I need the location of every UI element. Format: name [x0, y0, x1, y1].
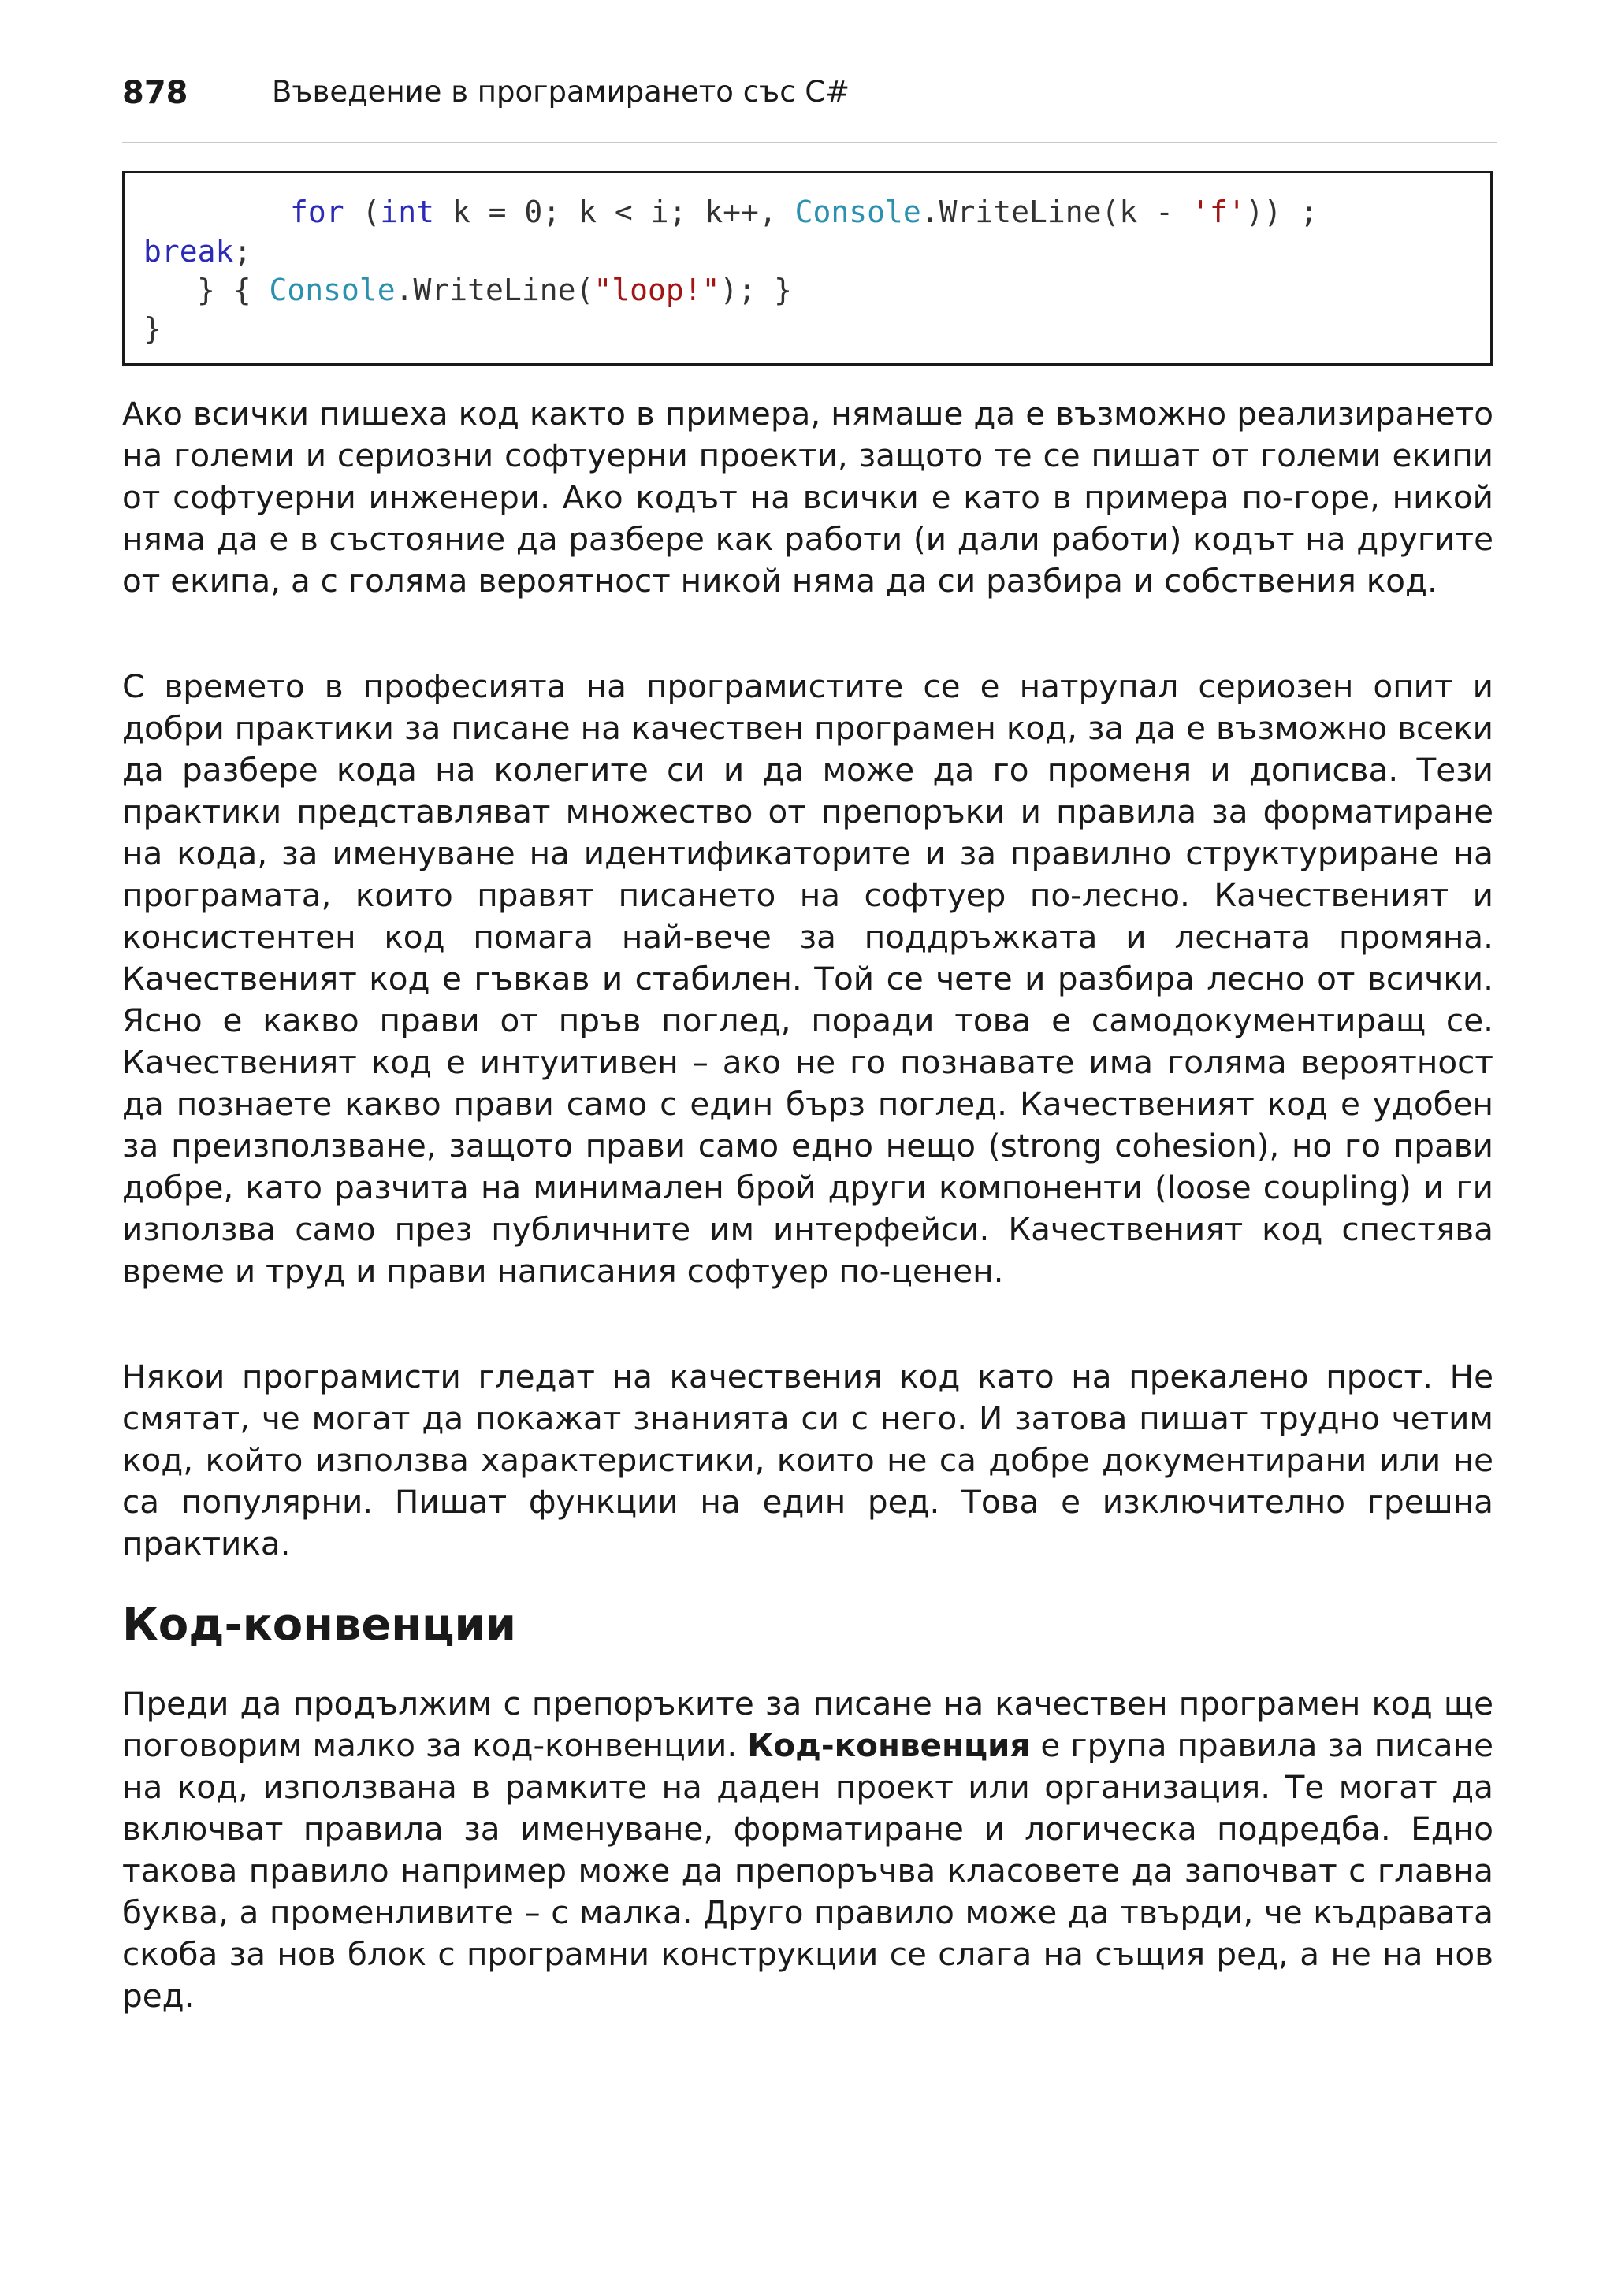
page-header: [122, 77, 1497, 143]
code-keyword-break: break: [143, 234, 234, 269]
running-title: Въведение в програмирането със C#: [272, 75, 850, 109]
paragraph-1: Ако всички пишеха код както в примера, нямаше да е възможно реализирането на големи и сериозни софтуерни проекти, защото те се пишат от големи екипи от софтуерни инженери. Ако кодът на всички е като в примера по-горе, никой няма да е в състояние да разбере как работи (и дали работи) кодът на другите от екипа, а с голяма вероятност никой няма да си разбира и собствения код.: [122, 395, 1493, 600]
code-listing: [122, 171, 1493, 366]
paragraph-3: Някои програмисти гледат на качествения код като на прекалено прост. Не смятат, че могат да покажат знанията си с него. И затова пишат трудно четим код, който използва характеристики, които не са добре документирани или не са популярни. Пишат функции на един ред. Това е изключително грешна практика.: [122, 1358, 1493, 1562]
code-line-3: [197, 275, 792, 305]
paragraph-2: С времето в професията на програмистите се е натрупал сериозен опит и добри практики за писане на качествен програмен код, за да е възможно всеки да разбере кода на колегите си и да може да го променя и дописва. Тези практики представляват множество от препоръки и правила за форматиране на кода, за именуване на идентификаторите и за правилно структуриране на програмата, които правят писането на софтуер по-лесно. Качественият и консистентен код помага най-вече за поддръжката и лесната промяна. Качественият код е гъвкав и стабилен. Той се чете и разбира лесно от всички. Ясно е какво прави от пръв поглед, поради това е самодокументиращ се. Качественият код е интуитивен – ако не го познавате има голяма вероятност да познаете какво прави само с един бърз поглед. Качественият код е удобен за преизползване, защото прави само едно нещо (strong cohesion), но го прави добре, като разчита на минимален брой други компоненти (loose coupling) и ги използва само през публичните им интерфейси. Качественият код спестява време и труд и прави написания софтуер по-ценен.: [122, 667, 1493, 1290]
code-text: ;: [233, 234, 252, 269]
code-text: } {: [197, 273, 270, 307]
code-text: (: [344, 195, 381, 229]
term-code-convention: Код-конвенция: [747, 1726, 1031, 1764]
code-type-console: Console: [794, 195, 921, 229]
code-string: "loop!": [593, 273, 720, 307]
code-type-console: Console: [269, 273, 396, 307]
code-keyword-int: int: [380, 195, 435, 229]
code-text: }: [143, 311, 162, 346]
code-text: ); }: [720, 273, 793, 307]
code-line-4: [143, 311, 162, 346]
code-keyword-for: for: [290, 195, 344, 229]
code-line-2: [143, 234, 252, 269]
code-line-1: [290, 197, 1318, 227]
code-string: 'f': [1191, 195, 1246, 229]
code-text: .WriteLine(k -: [920, 195, 1192, 229]
code-text: )) ;: [1245, 195, 1318, 229]
section-title: Код-конвенции: [122, 1599, 516, 1651]
paragraph-4: [122, 1683, 1493, 2017]
code-text: k = 0; k < i; k++,: [434, 195, 795, 229]
paragraph-4-text: Преди да продължим с препоръките за писане на качествен програмен код ще поговорим малко за код-конвенции.: [122, 1685, 1493, 1764]
page-number: 878: [122, 75, 188, 111]
paragraph-4-text: е група правила за писане на код, използвана в рамките на даден проект или организация. Те могат да включват правила за именуване, форматиране и логическа подредба. Едно такова правило например може да препоръчва класовете да започват с главна буква, а променливите – с малка. Друго правило може да твърди, че къдравата скоба за нов блок с програмни конструкции се слага на същия ред, а не на нов ред.: [122, 1726, 1493, 2015]
code-text: .WriteLine(: [395, 273, 594, 307]
